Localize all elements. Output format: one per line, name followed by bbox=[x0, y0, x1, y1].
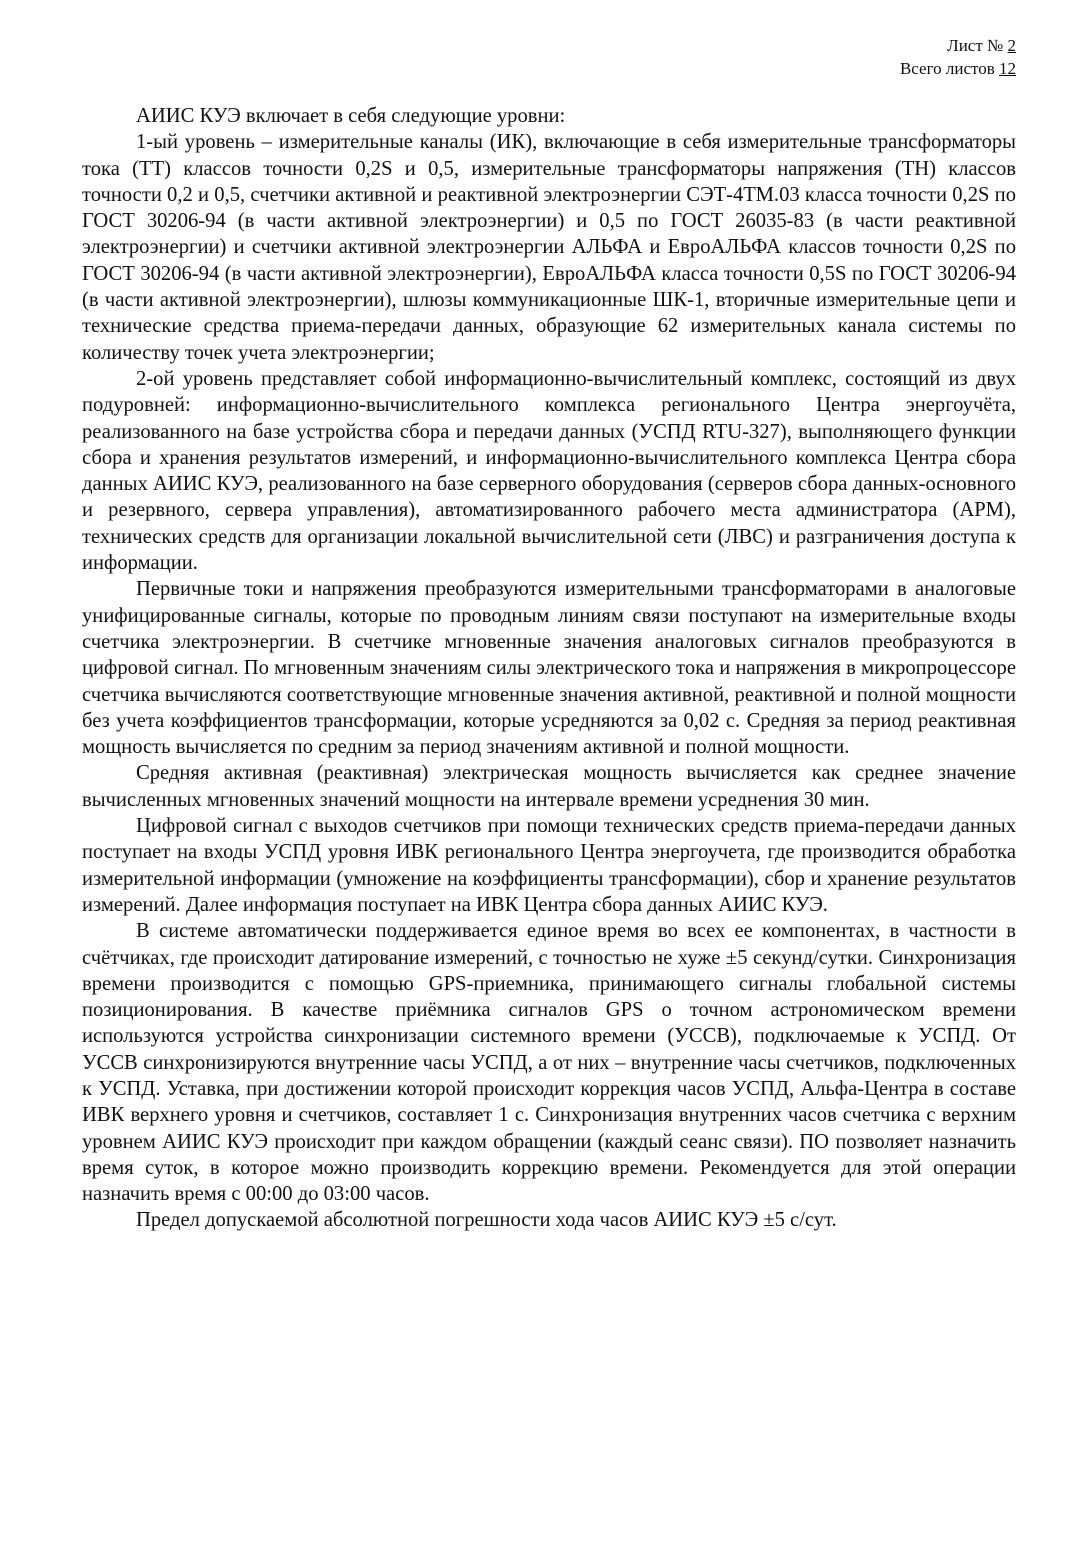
sheet-label: Лист № bbox=[947, 36, 1004, 55]
paragraph-data-transfer: Цифровой сигнал с выходов счетчиков при помощи технических средств приема-передачи данных поступает на входы УСПД уровня ИВК регионального Центра энергоучета, где производится обработка измерительной информации (умножение на коэффициенты трансформации), сбор и хранение результатов измерений. Далее информация поступает на ИВК Центра сбора данных АИИС КУЭ. bbox=[82, 815, 1016, 916]
total-sheets-number: 12 bbox=[999, 59, 1016, 78]
sheet-number-line bbox=[900, 34, 1016, 57]
paragraph-clock-error-limit: Предел допускаемой абсолютной погрешности хода часов АИИС КУЭ ±5 с/сут. bbox=[136, 1209, 837, 1232]
paragraph-time-sync: В системе автоматически поддерживается единое время во всех ее компонентах, в частности в счётчиках, где происходит датирование измерений, с точностью не хуже ±5 секунд/сутки. Синхронизация времени производится с помощью GPS-приемника, принимающего сигналы глобальной системы позиционирования. В качестве приёмника сигналов GPS о точном астрономическом времени используются устройства синхронизации системного времени (УССВ), подключаемые к УСПД. От УССВ синхронизируются внутренние часы УСПД, а от них – внутренние часы счетчиков, подключенных к УСПД. Уставка, при достижении которой происходит коррекция часов УСПД, Альфа-Центра в составе ИВК верхнего уровня и счетчиков, составляет 1 с. Синхронизация внутренних часов счетчика с верхним уровнем АИИС КУЭ происходит при каждом обращении (каждый сеанс связи). ПО позволяет назначить время суток, в которое можно производить коррекцию времени. Рекомендуется для этой операции назначить время с 00:00 до 03:00 часов. bbox=[82, 920, 1016, 1206]
paragraph-signal-conversion: Первичные токи и напряжения преобразуются измерительными трансформаторами в аналоговые унифицированные сигналы, которые по проводным линиям связи поступают на измерительные входы счетчика электроэнергии. В счетчике мгновенные значения аналоговых сигналов преобразуются в цифровой сигнал. По мгновенным значениям силы электрического тока и напряжения в микропроцессоре счетчика вычисляются соответствующие мгновенные значения активной, реактивной и полной мощности без учета коэффициентов трансформации, которые усредняются за 0,02 с. Средняя за период реактивная мощность вычисляется по средним за период значениям активной и полной мощности. bbox=[82, 578, 1016, 759]
paragraph-average-power: Средняя активная (реактивная) электрическая мощность вычисляется как среднее значение вычисленных мгновенных значений мощности на интервале времени усреднения 30 мин. bbox=[82, 762, 1016, 811]
paragraph-level-1: 1-ый уровень – измерительные каналы (ИК), включающие в себя измерительные трансформаторы тока (ТТ) классов точности 0,2S и 0,5, измерительные трансформаторы напряжения (ТН) классов точности 0,2 и 0,5, счетчики активной и реактивной электроэнергии СЭТ-4ТМ.03 класса точности 0,2S по ГОСТ 30206-94 (в части активной электроэнергии) и 0,5 по ГОСТ 26035-83 (в части реактивной электроэнергии) и счетчики активной электроэнергии АЛЬФА и ЕвроАЛЬФА классов точности 0,2S по ГОСТ 30206-94 (в части активной электроэнергии), ЕвроАЛЬФА класса точности 0,5S по ГОСТ 30206-94 (в части активной электроэнергии), шлюзы коммуникационные ШК-1, вторичные измерительные цепи и технические средства приема-передачи данных, образующие 62 измерительных канала системы по количеству точек учета электроэнергии; bbox=[82, 131, 1016, 364]
paragraph-intro: АИИС КУЭ включает в себя следующие уровни: bbox=[136, 105, 566, 127]
sheet-number: 2 bbox=[1007, 36, 1016, 55]
total-sheets-label: Всего листов bbox=[899, 59, 995, 78]
total-sheets-line bbox=[900, 57, 1016, 80]
paragraph-level-2: 2-ой уровень представляет собой информационно-вычислительный комплекс, состоящий из двух подуровней: информационно-вычислительного комплекса регионального Центра энергоучёта, реализованного на базе устройства сбора и передачи данных (УСПД RTU-327), выполняющего функции сбора и хранения результатов измерений, и информационно-вычислительного комплекса Центра сбора данных АИИС КУЭ, реализованного на базе серверного оборудования (серверов сбора данных-основного и резервного, сервера управления), автоматизированного рабочего места администратора (АРМ), технических средств для организации локальной вычислительной сети (ЛВС) и разграничения доступа к информации. bbox=[82, 367, 1016, 575]
document-body bbox=[82, 103, 1016, 1234]
page-header bbox=[900, 34, 1016, 80]
